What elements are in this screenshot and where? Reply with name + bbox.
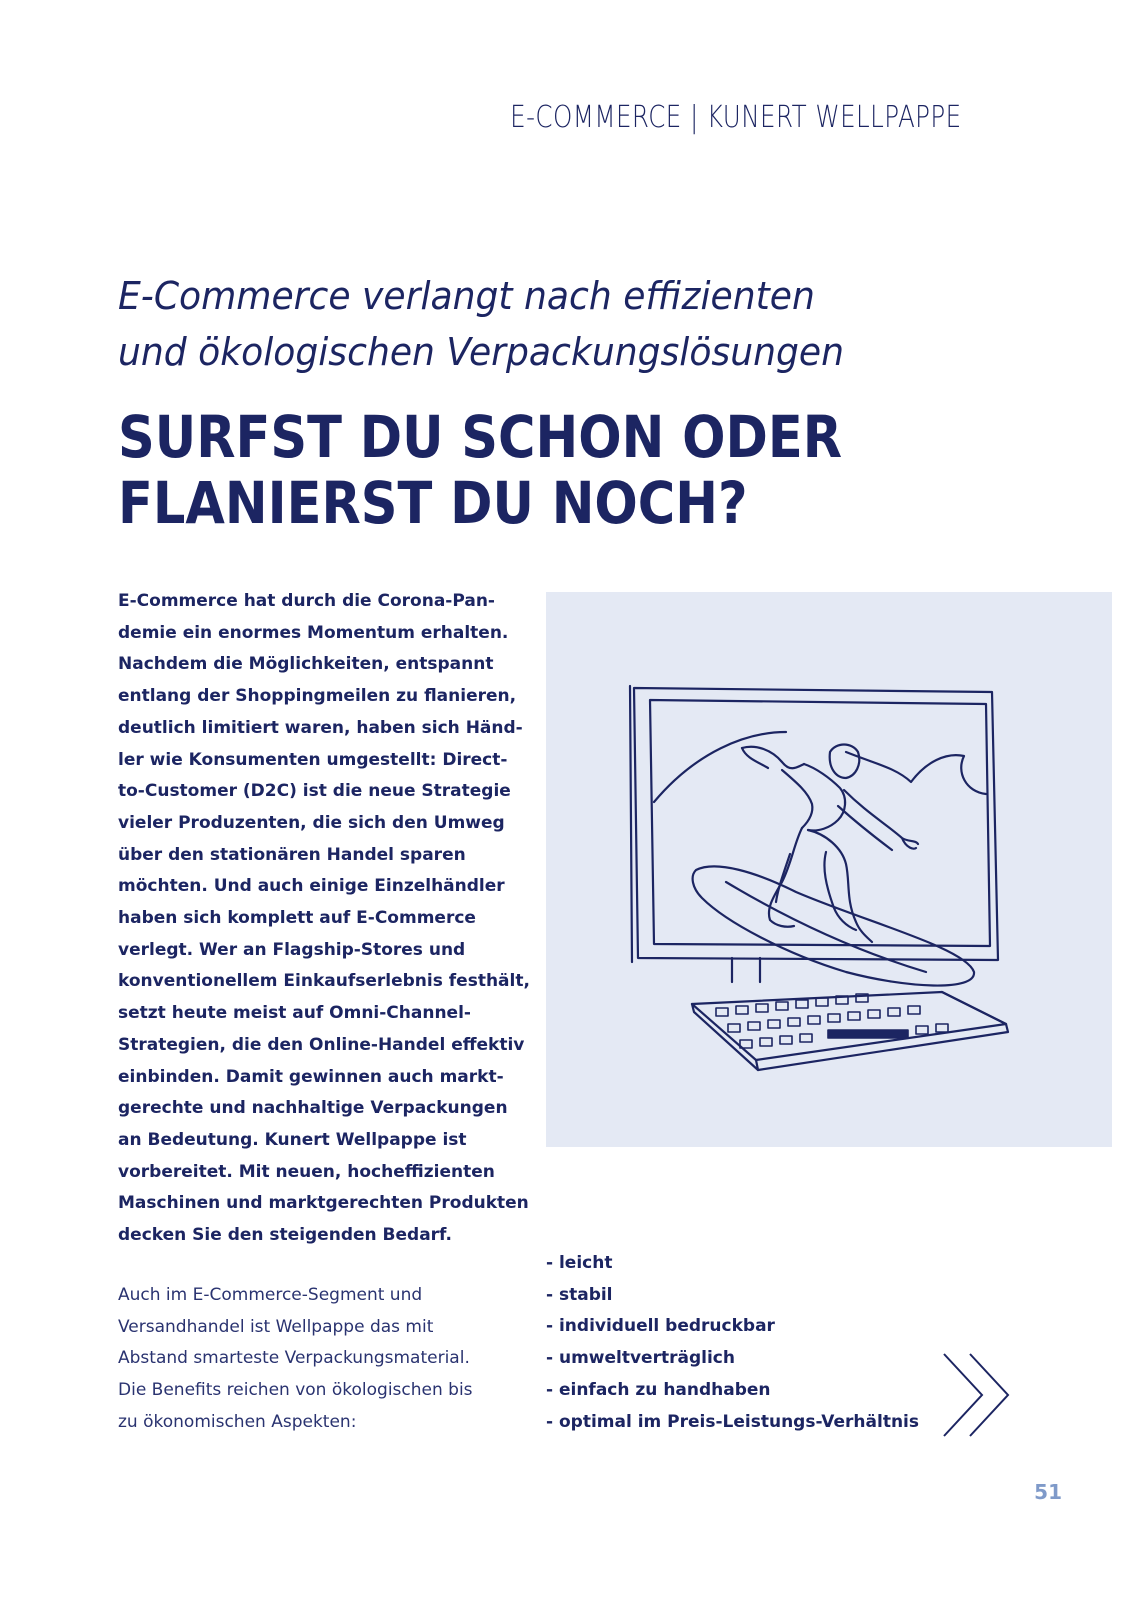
body-line: Die Benefits reichen von ökologischen bis [118, 1380, 473, 1401]
intro-line: verlegt. Wer an Flagship-Stores und [118, 939, 466, 960]
intro-line: deutlich limitiert waren, haben sich Händ- [118, 717, 523, 738]
subtitle [118, 268, 844, 380]
body-line: Versandhandel ist Wellpappe das mit [118, 1316, 434, 1337]
intro-line: Strategien, die den Online-Handel effektiv [118, 1034, 525, 1055]
double-chevron-right-icon [942, 1352, 1012, 1442]
list-item: - individuell bedruckbar [546, 1316, 775, 1337]
benefits-list [546, 1248, 919, 1438]
page-number: 51 [1034, 1480, 1062, 1504]
intro-line: vorbereitet. Mit neuen, hocheffizienten [118, 1161, 495, 1182]
intro-line: über den stationären Handel sparen [118, 844, 466, 865]
intro-line: Nachdem die Möglichkeiten, entspannt [118, 654, 494, 675]
intro-line: ler wie Konsumenten umgestellt: Direct- [118, 749, 508, 770]
benefits-intro-paragraph [118, 1280, 473, 1439]
list-item: - einfach zu handhaben [546, 1379, 771, 1400]
subtitle-line: E-Commerce verlangt nach effizienten [118, 274, 815, 318]
intro-line: haben sich komplett auf E-Commerce [118, 908, 476, 929]
intro-line: gerechte und nachhaltige Verpackungen [118, 1098, 508, 1119]
list-item: - stabil [546, 1284, 613, 1305]
body-line: Auch im E-Commerce-Segment und [118, 1285, 423, 1305]
intro-line: Maschinen und marktgerechten Produkten [118, 1193, 529, 1214]
list-item: - optimal im Preis-Leistungs-Verhältnis [546, 1411, 920, 1432]
surfer-computer-icon [546, 592, 1112, 1147]
surfer-computer-illustration [546, 592, 1112, 1147]
intro-line: möchten. Und auch einige Einzelhändler [118, 876, 505, 897]
intro-line: an Bedeutung. Kunert Wellpappe ist [118, 1129, 467, 1150]
page-title [118, 404, 842, 536]
title-line: FLANIERST DU NOCH? [118, 469, 748, 537]
section-header: E-COMMERCE | KUNERT WELLPAPPE [510, 100, 962, 135]
intro-line: to-Customer (D2C) ist die neue Strategie [118, 781, 511, 802]
intro-line: konventionellem Einkaufserlebnis festhält, [118, 971, 530, 992]
intro-line: decken Sie den steigenden Bedarf. [118, 1225, 452, 1246]
intro-line: vieler Produzenten, die sich den Umweg [118, 812, 505, 833]
body-line: Abstand smarteste Verpackungsmaterial. [118, 1348, 470, 1369]
intro-line: entlang der Shoppingmeilen zu flanieren, [118, 686, 517, 707]
list-item: - umweltverträglich [546, 1348, 735, 1369]
intro-paragraph [118, 586, 538, 1252]
list-item: - leicht [546, 1253, 613, 1273]
intro-line: setzt heute meist auf Omni-Channel- [118, 1003, 471, 1024]
intro-line: E-Commerce hat durch die Corona-Pan- [118, 591, 495, 611]
subtitle-line: und ökologischen Verpackungslösungen [118, 330, 844, 374]
body-line: zu ökonomischen Aspekten: [118, 1411, 357, 1432]
intro-line: demie ein enormes Momentum erhalten. [118, 622, 509, 643]
intro-line: einbinden. Damit gewinnen auch markt- [118, 1066, 504, 1087]
title-line: SURFST DU SCHON ODER [118, 403, 843, 471]
